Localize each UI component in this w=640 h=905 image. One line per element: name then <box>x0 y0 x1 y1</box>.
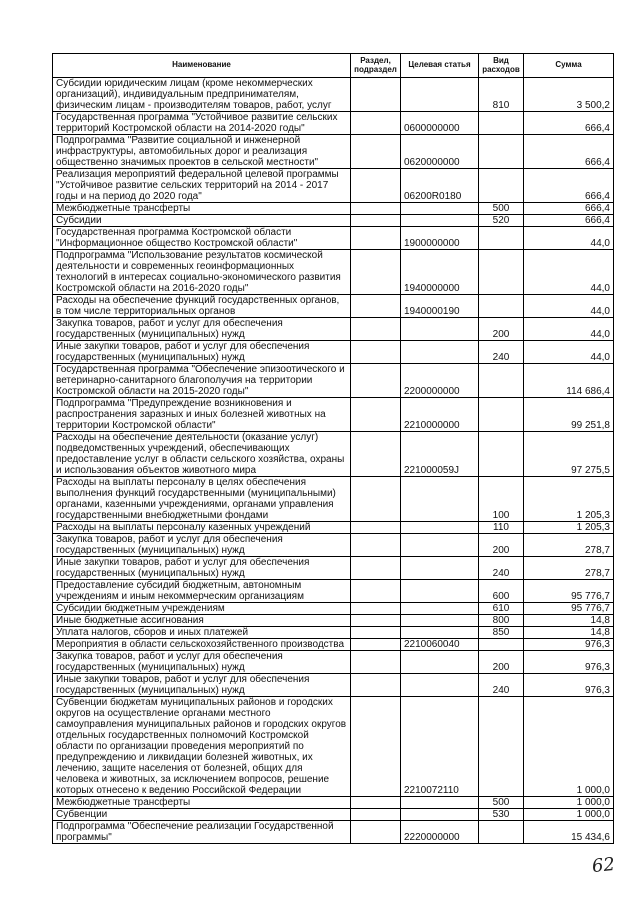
cell-sum: 95 776,7 <box>524 603 614 615</box>
header-target: Целевая статья <box>401 54 479 78</box>
cell-kind <box>479 821 524 844</box>
cell-kind <box>479 398 524 432</box>
cell-sum: 44,0 <box>524 227 614 250</box>
cell-section <box>351 341 401 364</box>
cell-sum: 278,7 <box>524 534 614 557</box>
cell-name: Закупка товаров, работ и услуг для обеспечения государственных (муниципальных) нужд <box>53 651 351 674</box>
cell-name: Государственная программа Костромской области "Информационное общество Костромской области" <box>53 227 351 250</box>
cell-name: Закупка товаров, работ и услуг для обеспечения государственных (муниципальных) нужд <box>53 318 351 341</box>
cell-target: 0620000000 <box>401 135 479 169</box>
cell-section <box>351 821 401 844</box>
table-row <box>53 603 614 615</box>
cell-kind <box>479 295 524 318</box>
cell-name: Субвенции <box>53 809 351 821</box>
cell-name: Расходы на обеспечение функций государственных органов, в том числе территориальных органов <box>53 295 351 318</box>
cell-name: Подпрограмма "Развитие социальной и инженерной инфраструктуры, автомобильных дорог и реализация общественно значимых проектов в сельской местности" <box>53 135 351 169</box>
table-row <box>53 580 614 603</box>
cell-kind <box>479 639 524 651</box>
page-number: 62 <box>590 853 616 878</box>
cell-kind <box>479 697 524 797</box>
cell-kind <box>479 169 524 203</box>
cell-kind: 610 <box>479 603 524 615</box>
cell-section <box>351 534 401 557</box>
cell-sum: 1 000,0 <box>524 797 614 809</box>
cell-kind <box>479 364 524 398</box>
cell-target: 1900000000 <box>401 227 479 250</box>
cell-target: 06200R0180 <box>401 169 479 203</box>
cell-section <box>351 697 401 797</box>
cell-sum: 44,0 <box>524 295 614 318</box>
cell-target <box>401 522 479 534</box>
budget-table <box>52 53 614 844</box>
table-row <box>53 821 614 844</box>
cell-target <box>401 215 479 227</box>
cell-target <box>401 534 479 557</box>
table-row <box>53 797 614 809</box>
cell-target <box>401 203 479 215</box>
cell-name: Подпрограмма "Использование результатов космической деятельности и современных геоинформационных технологий в интересах социально-экономического развития Костромской области на 2016-2020 годы" <box>53 250 351 295</box>
cell-section <box>351 557 401 580</box>
cell-target <box>401 557 479 580</box>
header-section: Раздел, подраздел <box>351 54 401 78</box>
cell-target: 2210060040 <box>401 639 479 651</box>
header-kind: Вид расходов <box>479 54 524 78</box>
cell-name: Расходы на выплаты персоналу в целях обеспечения выполнения функций государственными (муниципальными) органами, казенными учреждениями, органами управления государственными внебюджетными фондами <box>53 477 351 522</box>
cell-name: Субсидии юридическим лицам (кроме некоммерческих организаций), индивидуальным предпринимателям, физическим лицам - производителям товаров, работ, услуг <box>53 78 351 112</box>
table-row <box>53 697 614 797</box>
cell-target <box>401 318 479 341</box>
cell-target: 2210072110 <box>401 697 479 797</box>
cell-sum: 14,8 <box>524 627 614 639</box>
cell-target: 0600000000 <box>401 112 479 135</box>
table-row <box>53 639 614 651</box>
cell-kind: 240 <box>479 674 524 697</box>
table-row <box>53 227 614 250</box>
cell-section <box>351 809 401 821</box>
cell-section <box>351 639 401 651</box>
cell-section <box>351 227 401 250</box>
cell-kind: 240 <box>479 341 524 364</box>
cell-sum: 666,4 <box>524 112 614 135</box>
table-row <box>53 364 614 398</box>
cell-target <box>401 627 479 639</box>
cell-kind <box>479 135 524 169</box>
cell-sum: 976,3 <box>524 639 614 651</box>
cell-name: Подпрограмма "Обеспечение реализации Государственной программы" <box>53 821 351 844</box>
cell-name: Межбюджетные трансферты <box>53 797 351 809</box>
table-row <box>53 615 614 627</box>
cell-sum: 14,8 <box>524 615 614 627</box>
cell-target <box>401 651 479 674</box>
cell-section <box>351 398 401 432</box>
cell-section <box>351 203 401 215</box>
table-row <box>53 203 614 215</box>
cell-target: 2220000000 <box>401 821 479 844</box>
cell-name: Расходы на выплаты персоналу казенных учреждений <box>53 522 351 534</box>
cell-target <box>401 603 479 615</box>
table-body <box>53 78 614 844</box>
table-row <box>53 398 614 432</box>
cell-target: 1940000000 <box>401 250 479 295</box>
cell-kind: 500 <box>479 203 524 215</box>
cell-name: Иные закупки товаров, работ и услуг для обеспечения государственных (муниципальных) нужд <box>53 557 351 580</box>
cell-section <box>351 135 401 169</box>
cell-section <box>351 364 401 398</box>
cell-section <box>351 215 401 227</box>
cell-target <box>401 78 479 112</box>
cell-kind: 100 <box>479 477 524 522</box>
table-header-row <box>53 54 614 78</box>
table-row <box>53 318 614 341</box>
table-row <box>53 112 614 135</box>
table-row <box>53 651 614 674</box>
cell-sum: 44,0 <box>524 341 614 364</box>
cell-section <box>351 169 401 203</box>
cell-name: Межбюджетные трансферты <box>53 203 351 215</box>
cell-sum: 44,0 <box>524 318 614 341</box>
cell-target <box>401 615 479 627</box>
cell-section <box>351 615 401 627</box>
cell-section <box>351 432 401 477</box>
cell-section <box>351 295 401 318</box>
cell-name: Расходы на обеспечение деятельности (оказание услуг) подведомственных учреждений, обеспечивающих предоставление услуг в области сельского хозяйства, охраны и использования объектов животного мира <box>53 432 351 477</box>
cell-target <box>401 797 479 809</box>
cell-target <box>401 341 479 364</box>
cell-sum: 1 000,0 <box>524 809 614 821</box>
table-row <box>53 341 614 364</box>
cell-kind: 520 <box>479 215 524 227</box>
cell-target <box>401 477 479 522</box>
cell-sum: 99 251,8 <box>524 398 614 432</box>
header-sum: Сумма <box>524 54 614 78</box>
table-row <box>53 215 614 227</box>
cell-name: Закупка товаров, работ и услуг для обеспечения государственных (муниципальных) нужд <box>53 534 351 557</box>
cell-kind <box>479 250 524 295</box>
cell-sum: 15 434,6 <box>524 821 614 844</box>
cell-section <box>351 318 401 341</box>
cell-name: Предоставление субсидий бюджетным, автономным учреждениям и иным некоммерческим организациям <box>53 580 351 603</box>
cell-name: Иные закупки товаров, работ и услуг для обеспечения государственных (муниципальных) нужд <box>53 674 351 697</box>
cell-kind: 600 <box>479 580 524 603</box>
cell-section <box>351 477 401 522</box>
cell-section <box>351 112 401 135</box>
table-row <box>53 169 614 203</box>
cell-name: Подпрограмма "Предупреждение возникновения и распространения заразных и иных болезней животных на территории Костромской области" <box>53 398 351 432</box>
cell-sum: 666,4 <box>524 169 614 203</box>
table-row <box>53 78 614 112</box>
cell-kind: 530 <box>479 809 524 821</box>
cell-name: Субсидии бюджетным учреждениям <box>53 603 351 615</box>
table-row <box>53 809 614 821</box>
cell-sum: 95 776,7 <box>524 580 614 603</box>
cell-target <box>401 809 479 821</box>
cell-kind: 110 <box>479 522 524 534</box>
table-row <box>53 674 614 697</box>
cell-sum: 1 205,3 <box>524 477 614 522</box>
table-row <box>53 135 614 169</box>
table-row <box>53 557 614 580</box>
cell-section <box>351 522 401 534</box>
cell-name: Иные бюджетные ассигнования <box>53 615 351 627</box>
cell-kind: 810 <box>479 78 524 112</box>
header-name: Наименование <box>53 54 351 78</box>
cell-name: Государственная программа "Обеспечение эпизоотического и ветеринарно-санитарного благополучия на территории Костромской области на 2015-2020 годы" <box>53 364 351 398</box>
cell-sum: 44,0 <box>524 250 614 295</box>
cell-target: 2200000000 <box>401 364 479 398</box>
cell-kind: 500 <box>479 797 524 809</box>
cell-kind: 200 <box>479 318 524 341</box>
cell-sum: 976,3 <box>524 651 614 674</box>
cell-section <box>351 797 401 809</box>
cell-kind: 850 <box>479 627 524 639</box>
cell-name: Иные закупки товаров, работ и услуг для обеспечения государственных (муниципальных) нужд <box>53 341 351 364</box>
cell-sum: 976,3 <box>524 674 614 697</box>
cell-target <box>401 580 479 603</box>
table-row <box>53 522 614 534</box>
cell-name: Уплата налогов, сборов и иных платежей <box>53 627 351 639</box>
cell-name: Мероприятия в области сельскохозяйственного производства <box>53 639 351 651</box>
table-row <box>53 295 614 318</box>
cell-name: Субвенции бюджетам муниципальных районов и городских округов на осуществление органами местного самоуправления муниципальных районов и городских округов отдельных государственных полномочий Костромской области по организации проведения мероприятий по предупреждению и ликвидации болезней животных, их лечению, защите населения от болезней, общих для человека и животных, за исключением вопросов, решение которых отнесено к ведению Российской Федерации <box>53 697 351 797</box>
cell-section <box>351 78 401 112</box>
cell-name: Субсидии <box>53 215 351 227</box>
cell-section <box>351 651 401 674</box>
cell-kind: 240 <box>479 557 524 580</box>
cell-target <box>401 674 479 697</box>
cell-section <box>351 580 401 603</box>
cell-section <box>351 250 401 295</box>
table-row <box>53 477 614 522</box>
cell-name: Реализация мероприятий федеральной целевой программы "Устойчивое развитие сельских территорий на 2014 - 2017 годы и на период до 2020 года" <box>53 169 351 203</box>
cell-name: Государственная программа "Устойчивое развитие сельских территорий Костромской области на 2014-2020 годы" <box>53 112 351 135</box>
cell-section <box>351 674 401 697</box>
cell-sum: 3 500,2 <box>524 78 614 112</box>
cell-sum: 278,7 <box>524 557 614 580</box>
cell-kind <box>479 432 524 477</box>
cell-sum: 666,4 <box>524 203 614 215</box>
cell-target: 221000059J <box>401 432 479 477</box>
table-row <box>53 432 614 477</box>
cell-sum: 666,4 <box>524 215 614 227</box>
cell-kind: 200 <box>479 534 524 557</box>
cell-sum: 97 275,5 <box>524 432 614 477</box>
cell-target: 1940000190 <box>401 295 479 318</box>
cell-sum: 114 686,4 <box>524 364 614 398</box>
table-row <box>53 627 614 639</box>
cell-kind <box>479 227 524 250</box>
cell-sum: 1 000,0 <box>524 697 614 797</box>
cell-section <box>351 603 401 615</box>
cell-sum: 666,4 <box>524 135 614 169</box>
cell-section <box>351 627 401 639</box>
table-row <box>53 534 614 557</box>
cell-sum: 1 205,3 <box>524 522 614 534</box>
cell-kind <box>479 112 524 135</box>
cell-kind: 200 <box>479 651 524 674</box>
table-row <box>53 250 614 295</box>
cell-target: 2210000000 <box>401 398 479 432</box>
cell-kind: 800 <box>479 615 524 627</box>
